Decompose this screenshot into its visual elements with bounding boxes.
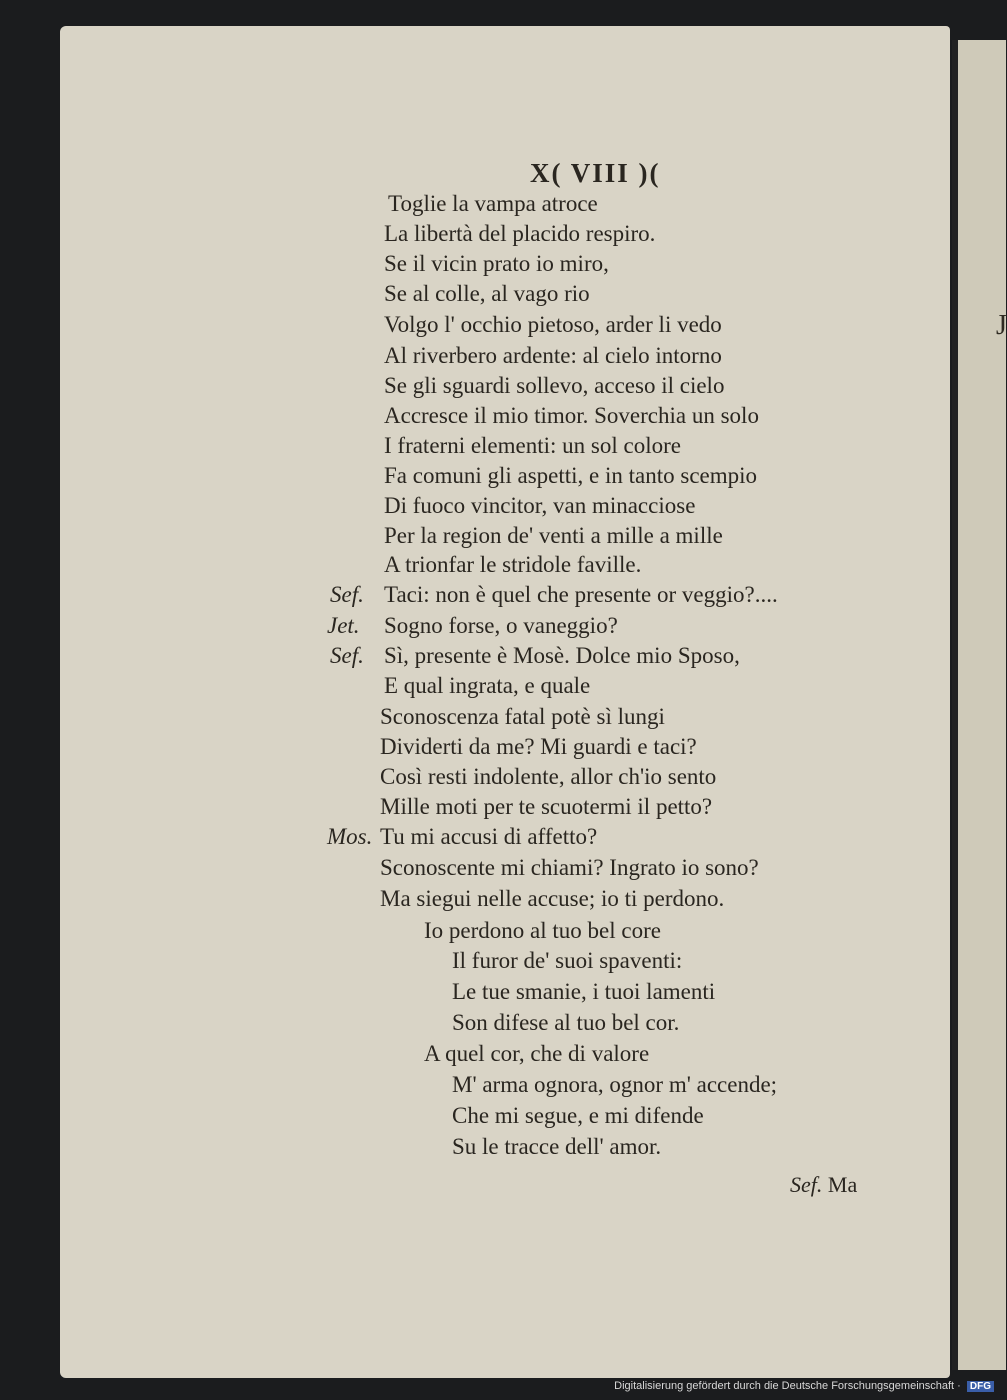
verse-line: I fraterni elementi: un sol colore xyxy=(384,433,681,458)
verse-line: Se gli sguardi sollevo, acceso il cielo xyxy=(384,373,725,398)
verse-line: E qual ingrata, e quale xyxy=(384,673,591,698)
verse-line: Di fuoco vincitor, van minacciose xyxy=(384,493,696,518)
page-header: X( VIII )( xyxy=(530,158,661,188)
verse-line: Se al colle, al vago rio xyxy=(384,281,590,306)
verse-line: Per la region de' venti a mille a mille xyxy=(384,523,723,548)
aria-line: M' arma ognora, ognor m' accende; xyxy=(452,1072,778,1097)
aria-line: Il furor de' suoi spaventi: xyxy=(452,948,683,973)
verse-line: Tu mi accusi di affetto? xyxy=(380,824,598,849)
aria-line: Son difese al tuo bel cor. xyxy=(452,1010,680,1035)
facing-page-edge xyxy=(952,40,1006,1370)
verse-line: A trionfar le stridole faville. xyxy=(384,552,642,577)
catchword xyxy=(790,1172,857,1198)
verse-line: Dividerti da me? Mi guardi e taci? xyxy=(380,734,697,759)
aria-line: Le tue smanie, i tuoi lamenti xyxy=(452,979,716,1004)
verse-line: Volgo l' occhio pietoso, arder li vedo xyxy=(384,312,722,337)
verse-line: Ma siegui nelle accuse; io ti perdono. xyxy=(380,886,725,911)
verse-line: Se il vicin prato io miro, xyxy=(384,251,609,276)
verse-line: Sogno forse, o vaneggio? xyxy=(384,613,618,638)
speaker-label: Jet. xyxy=(327,613,360,638)
verse-line: Taci: non è quel che presente or veggio?.... xyxy=(384,582,778,607)
verse-line: Toglie la vampa atroce xyxy=(388,191,598,216)
speaker-label: Mos. xyxy=(327,824,373,849)
footer-text: Digitalisierung gefördert durch die Deutsche Forschungsgemeinschaft · xyxy=(614,1380,961,1392)
speaker-label: Sef. xyxy=(330,643,364,668)
speaker-label: Sef. xyxy=(330,582,364,607)
verse-line: Accresce il mio timor. Soverchia un solo xyxy=(384,403,759,428)
aria-line: Che mi segue, e mi difende xyxy=(452,1103,704,1128)
verse-line: Sconoscenza fatal potè sì lungi xyxy=(380,704,665,729)
verse-line: Al riverbero ardente: al cielo intorno xyxy=(384,343,722,368)
verse-line: Sì, presente è Mosè. Dolce mio Sposo, xyxy=(384,643,740,668)
digitization-footer xyxy=(614,1380,994,1392)
verse-line: La libertà del placido respiro. xyxy=(384,221,656,246)
catchword-speaker: Sef. xyxy=(790,1172,823,1197)
aria-line: Io perdono al tuo bel core xyxy=(424,918,661,943)
verse-line: Fa comuni gli aspetti, e in tanto scempio xyxy=(384,463,758,488)
verse-line: Così resti indolente, allor ch'io sento xyxy=(380,764,717,789)
dfg-logo-icon: DFG xyxy=(967,1381,994,1392)
verse-line: Sconoscente mi chiami? Ingrato io sono? xyxy=(380,855,759,880)
aria-line: A quel cor, che di valore xyxy=(424,1041,650,1066)
verse-line: Mille moti per te scuotermi il petto? xyxy=(380,794,713,819)
aria-line: Su le tracce dell' amor. xyxy=(452,1134,662,1159)
catchword-text: Ma xyxy=(827,1172,858,1197)
facing-page-glyph: J xyxy=(996,310,1007,341)
